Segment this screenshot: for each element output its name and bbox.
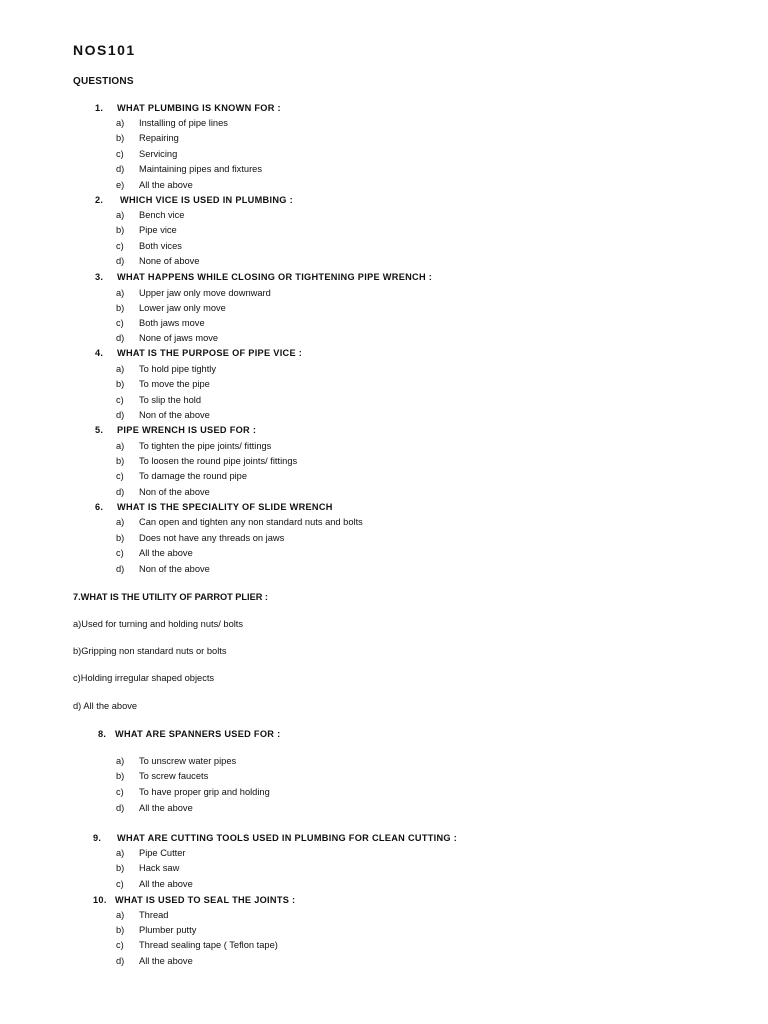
document-title: NOS101 <box>73 42 136 58</box>
option-text: To tighten the pipe joints/ fittings <box>139 441 272 451</box>
option-text: All the above <box>139 548 193 558</box>
option-letter: a) <box>116 118 125 128</box>
option-text: b)Gripping non standard nuts or bolts <box>73 646 227 656</box>
option-text: Thread <box>139 910 169 920</box>
option-text: c)Holding irregular shaped objects <box>73 673 215 683</box>
question-number: 4. <box>95 348 104 358</box>
option-letter: c) <box>116 149 124 159</box>
option-letter: c) <box>116 879 124 889</box>
option-text: Both vices <box>139 241 182 251</box>
option-letter: d) <box>116 410 125 420</box>
option-text: Hack saw <box>139 863 180 873</box>
question-number: 9. <box>93 833 102 843</box>
option-text: Non of the above <box>139 410 210 420</box>
option-text: d) All the above <box>73 701 138 711</box>
option-letter: a) <box>116 364 125 374</box>
option-text: Bench vice <box>139 210 185 220</box>
option-letter: c) <box>116 940 124 950</box>
option-letter: c) <box>116 241 124 251</box>
question-number: 5. <box>95 425 104 435</box>
option-letter: d) <box>116 956 125 966</box>
question-text: WHICH VICE IS USED IN PLUMBING : <box>120 195 293 205</box>
option-letter: b) <box>116 379 125 389</box>
option-letter: d) <box>116 256 125 266</box>
option-text: Does not have any threads on jaws <box>139 533 285 543</box>
option-letter: a) <box>116 756 125 766</box>
option-text: Lower jaw only move <box>139 303 226 313</box>
option-text: Non of the above <box>139 564 210 574</box>
option-text: Repairing <box>139 133 179 143</box>
question-number: 2. <box>95 195 104 205</box>
option-text: Both jaws move <box>139 318 205 328</box>
option-letter: c) <box>116 471 124 481</box>
option-letter: d) <box>116 164 125 174</box>
option-text: Maintaining pipes and fixtures <box>139 164 262 174</box>
option-letter: c) <box>116 787 124 797</box>
option-text: To loosen the round pipe joints/ fittings <box>139 456 298 466</box>
option-text: To unscrew water pipes <box>139 756 237 766</box>
option-letter: a) <box>116 910 125 920</box>
option-letter: c) <box>116 395 124 405</box>
document-subtitle: QUESTIONS <box>73 76 134 87</box>
option-letter: a) <box>116 288 125 298</box>
question-number: 10. <box>93 895 107 905</box>
option-letter: b) <box>116 533 125 543</box>
question-text: 7.WHAT IS THE UTILITY OF PARROT PLIER : <box>73 592 268 602</box>
option-letter: e) <box>116 180 125 190</box>
option-text: Servicing <box>139 149 178 159</box>
option-text: To screw faucets <box>139 771 209 781</box>
question-text: WHAT ARE SPANNERS USED FOR : <box>115 729 281 739</box>
option-letter: a) <box>116 517 125 527</box>
option-letter: a) <box>116 441 125 451</box>
option-text: All the above <box>139 180 193 190</box>
option-letter: c) <box>116 548 124 558</box>
option-text: All the above <box>139 803 193 813</box>
option-letter: b) <box>116 456 125 466</box>
option-text: Upper jaw only move downward <box>139 288 271 298</box>
option-letter: c) <box>116 318 124 328</box>
option-letter: d) <box>116 487 125 497</box>
option-text: Pipe vice <box>139 225 177 235</box>
option-text: Non of the above <box>139 487 210 497</box>
option-letter: b) <box>116 303 125 313</box>
option-text: a)Used for turning and holding nuts/ bolts <box>73 619 244 629</box>
option-letter: d) <box>116 803 125 813</box>
option-text: All the above <box>139 879 193 889</box>
question-text: WHAT HAPPENS WHILE CLOSING OR TIGHTENING PIPE WRENCH : <box>117 272 433 282</box>
option-letter: b) <box>116 133 125 143</box>
option-text: To slip the hold <box>139 395 202 405</box>
question-number: 6. <box>95 502 104 512</box>
option-text: To move the pipe <box>139 379 210 389</box>
question-text: WHAT ARE CUTTING TOOLS USED IN PLUMBING FOR CLEAN CUTTING : <box>117 833 458 843</box>
option-text: None of jaws move <box>139 333 219 343</box>
option-text: To damage the round pipe <box>139 471 248 481</box>
option-text: Can open and tighten any non standard nuts and bolts <box>139 517 363 527</box>
option-text: To hold pipe tightly <box>139 364 217 374</box>
option-text: Plumber putty <box>139 925 197 935</box>
question-text: WHAT IS THE SPECIALITY OF SLIDE WRENCH <box>117 502 333 512</box>
question-text: WHAT IS THE PURPOSE OF PIPE VICE : <box>117 348 303 358</box>
option-text: Thread sealing tape ( Teflon tape) <box>139 940 278 950</box>
option-letter: a) <box>116 210 125 220</box>
option-letter: d) <box>116 564 125 574</box>
option-letter: b) <box>116 771 125 781</box>
question-text: PIPE WRENCH IS USED FOR : <box>117 425 257 435</box>
question-number: 1. <box>95 103 104 113</box>
option-text: Pipe Cutter <box>139 848 186 858</box>
question-text: WHAT PLUMBING IS KNOWN FOR : <box>117 103 281 113</box>
question-text: WHAT IS USED TO SEAL THE JOINTS : <box>115 895 296 905</box>
option-letter: d) <box>116 333 125 343</box>
option-text: None of above <box>139 256 200 266</box>
option-letter: a) <box>116 848 125 858</box>
option-text: All the above <box>139 956 193 966</box>
option-letter: b) <box>116 225 125 235</box>
option-text: To have proper grip and holding <box>139 787 270 797</box>
option-text: Installing of pipe lines <box>139 118 228 128</box>
question-number: 8. <box>98 729 107 739</box>
question-number: 3. <box>95 272 104 282</box>
option-letter: b) <box>116 863 125 873</box>
option-letter: b) <box>116 925 125 935</box>
